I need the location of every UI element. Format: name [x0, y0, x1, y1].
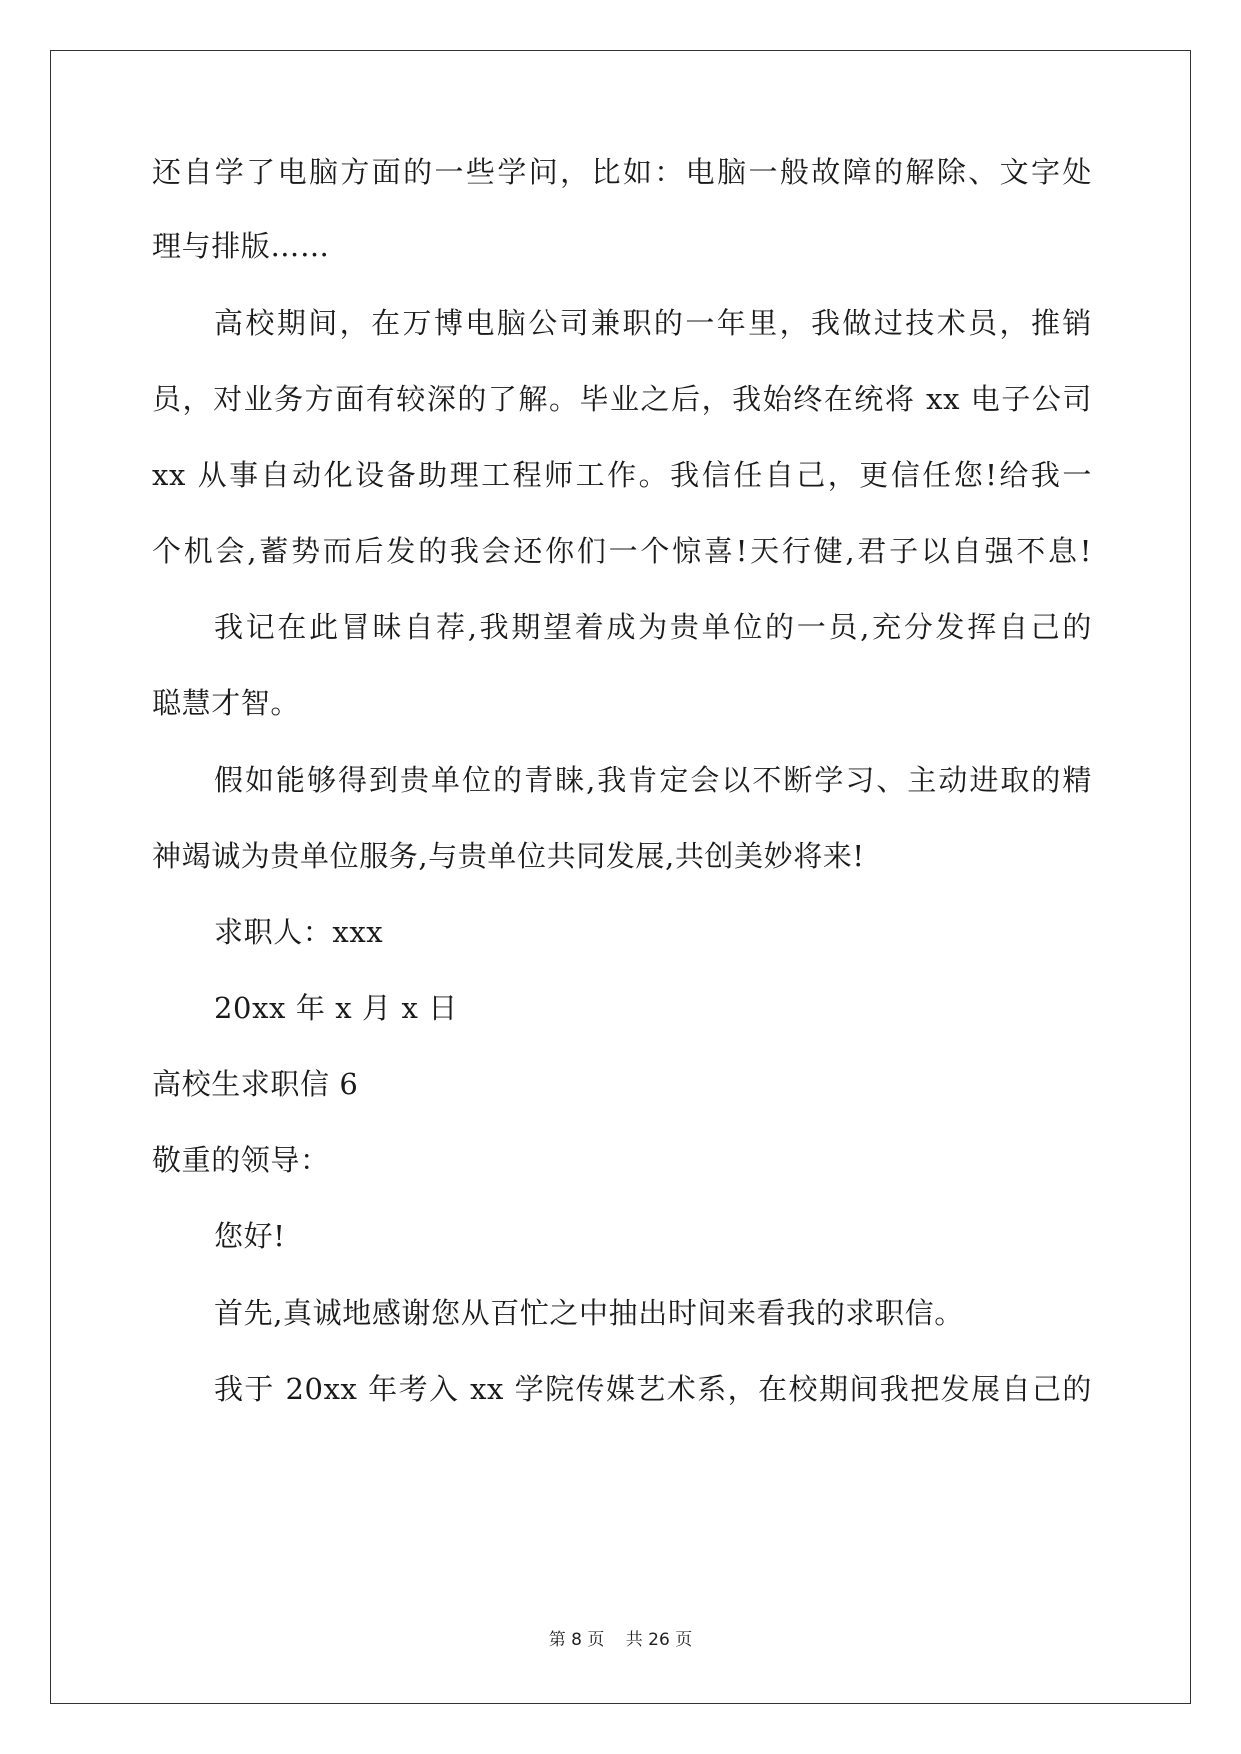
section-title: 高校生求职信 6	[152, 1067, 359, 1101]
paragraph-start-line: 假如能够得到贵单位的青睐,我肯定会以不断学习、主动进取的精	[214, 763, 1092, 797]
date-line: 20xx 年 x 月 x 日	[214, 991, 458, 1025]
text-line: 个机会,蓄势而后发的我会还你们一个惊喜!天行健,君子以自强不息!	[152, 534, 1092, 568]
paragraph-start-line: 我记在此冒昧自荐,我期望着成为贵单位的一员,充分发挥自己的	[214, 610, 1092, 644]
text-line: 神竭诚为贵单位服务,与贵单位共同发展,共创美妙将来!	[152, 839, 865, 873]
paragraph-start-line: 首先,真诚地感谢您从百忙之中抽出时间来看我的求职信。	[214, 1296, 964, 1330]
paragraph-start-line: 我于 20xx 年考入 xx 学院传媒艺术系，在校期间我把发展自己的	[214, 1372, 1092, 1406]
page-number: 第 8 页	[548, 1630, 605, 1650]
paragraph-start-line: 高校期间，在万博电脑公司兼职的一年里，我做过技术员，推销	[214, 306, 1092, 340]
text-line: 员，对业务方面有较深的了解。毕业之后，我始终在统将 xx 电子公司	[152, 382, 1092, 416]
greeting: 您好!	[214, 1219, 286, 1253]
text-line: 还自学了电脑方面的一些学问，比如：电脑一般故障的解除、文字处	[152, 155, 1092, 189]
text-line: 聪慧才智。	[152, 686, 301, 720]
page-total: 共 26 页	[625, 1630, 693, 1650]
signature-line: 求职人：xxx	[214, 915, 384, 949]
text-line: 理与排版……	[152, 229, 330, 263]
salutation: 敬重的领导：	[152, 1143, 330, 1177]
page-border	[50, 50, 1191, 1704]
page-footer	[0, 1625, 1241, 1650]
text-line: xx 从事自动化设备助理工程师工作。我信任自己，更信任您!给我一	[152, 458, 1092, 492]
